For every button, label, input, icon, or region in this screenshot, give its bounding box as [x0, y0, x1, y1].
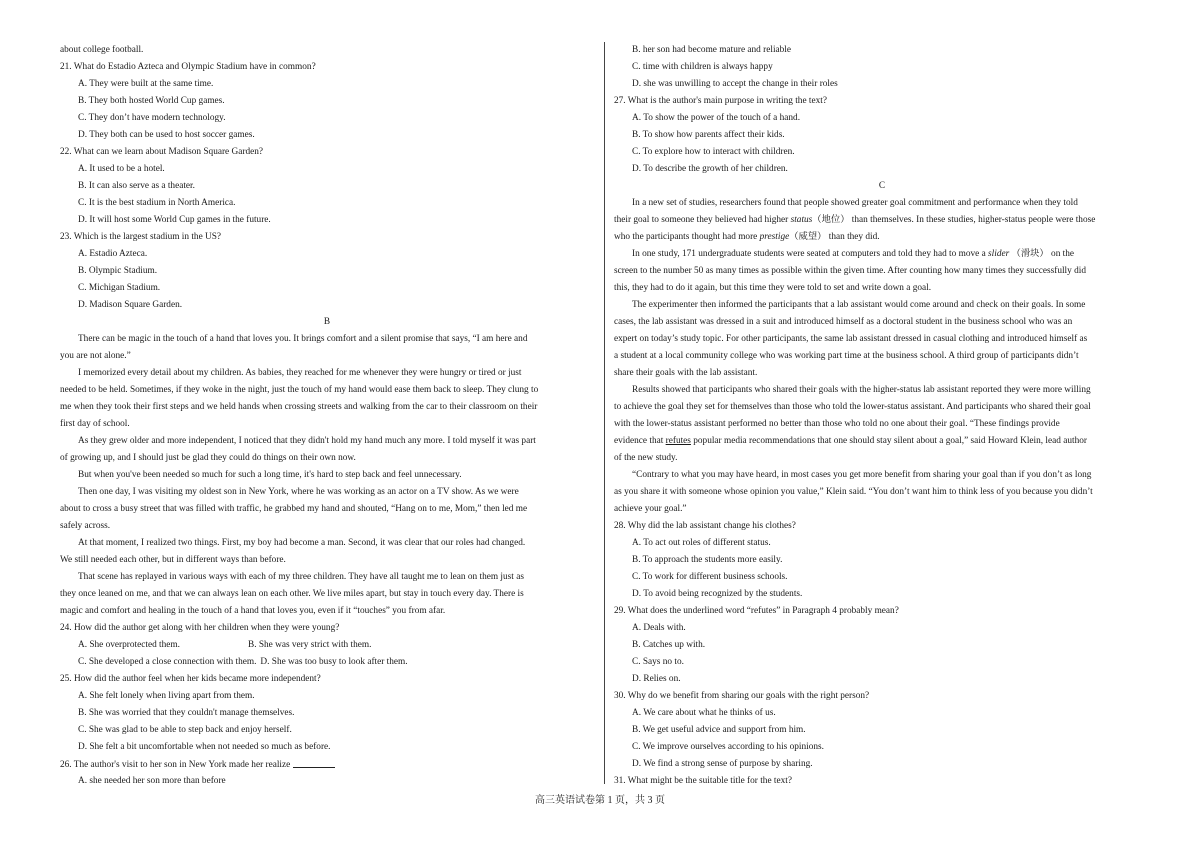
question-22 [60, 144, 594, 229]
option-a: A. She overprotected them. [78, 640, 180, 650]
question-21 [60, 59, 594, 144]
paragraph-line: That scene has replayed in various ways with each of my three children. They have all taught me to lean on them just as [78, 572, 524, 582]
text-run: who the participants thought had more [614, 232, 760, 242]
option-b: B. To show how parents affect their kids. [632, 130, 785, 140]
left-column [60, 42, 594, 790]
paragraph-line [614, 229, 1150, 246]
option-b: B. To approach the students more easily. [632, 555, 783, 565]
option-c: C. She developed a close connection with them. [78, 657, 257, 667]
question-29 [614, 603, 1150, 688]
question-24 [60, 620, 594, 671]
options-row [60, 654, 594, 671]
paragraph-line: to achieve the goal they set for themselves than those who told the lower-status assistant. And participants who shared their goal [614, 402, 1091, 412]
question-stem: 25. How did the author feel when her kids became more independent? [60, 674, 321, 684]
question-23 [60, 229, 594, 314]
option-a: A. To show the power of the touch of a hand. [632, 113, 801, 123]
question-stem: 29. What does the underlined word “refutes” in Paragraph 4 probably mean? [614, 606, 899, 616]
text-run: evidence that [614, 436, 666, 446]
paragraph-line: I memorized every detail about my children. As babies, they reached for me whenever they were hungry or tired or just [78, 368, 522, 378]
text-run: their goal to someone they believed had higher [614, 215, 791, 225]
options-row [60, 637, 594, 654]
paragraph-line: of growing up, and I should just be glad they could do things on their own now. [60, 453, 356, 463]
paragraph-line: There can be magic in the touch of a hand that loves you. It brings comfort and a silent promise that says, “I am here and [78, 334, 528, 344]
option-a: A. Estadio Azteca. [78, 249, 148, 259]
option-d: D. Relies on. [632, 674, 681, 684]
underlined-word: refutes [665, 436, 691, 446]
paragraph-line: expert on today’s study topic. For other participants, the same lab assistant dressed in casual clothing and introduced himself as [614, 334, 1088, 344]
question-stem [60, 756, 594, 773]
column-divider [604, 42, 605, 784]
option-c: C. To explore how to interact with children. [632, 147, 795, 157]
option-a: A. She felt lonely when living apart from them. [78, 691, 255, 701]
passage-paragraph [60, 569, 594, 620]
question-30 [614, 688, 1150, 773]
option-c: C. Michigan Stadium. [78, 283, 161, 293]
passage-paragraph [60, 365, 594, 433]
question-stem-text: 26. The author's visit to her son in New York made her realize [60, 760, 291, 770]
passage-paragraph [614, 297, 1150, 382]
option-d: D. she was unwilling to accept the change in their roles [632, 79, 838, 89]
right-column [614, 42, 1150, 790]
paragraph-line: they once leaned on me, and that we can always lean on each other. We live miles apart, but stay in touch every day. There is [60, 589, 524, 599]
question-27 [614, 93, 1150, 178]
passage-paragraph [60, 484, 594, 535]
option-b: B. She was very strict with them. [248, 640, 372, 650]
option-a: A. It used to be a hotel. [78, 164, 165, 174]
question-stem: 23. Which is the largest stadium in the US? [60, 232, 222, 242]
option-b: B. It can also serve as a theater. [78, 181, 195, 191]
paragraph-line: me when they took their first steps and we held hands when crossing streets and walking from the car to their classroom on their [60, 402, 538, 412]
section-b-heading: B [323, 317, 331, 327]
paragraph-line [614, 212, 1150, 229]
paragraph-line: At that moment, I realized two things. First, my boy had become a man. Second, it was clear that our roles had changed. [78, 538, 526, 548]
paragraph-line: as you share it with someone whose opinion you value,” Klein said. “You don’t want him to think less of you because you didn’t [614, 487, 1093, 497]
paragraph-line: Results showed that participants who shared their goals with the higher-status lab assistant reported they were more willing [632, 385, 1091, 395]
option-c: C. We improve ourselves according to his opinions. [632, 742, 824, 752]
option-c: C. To work for different business schools. [632, 572, 788, 582]
passage-paragraph [60, 535, 594, 569]
paragraph-line: with the lower-status assistant performed no better than those who told no one about their goal. “These findings provide [614, 419, 1060, 429]
option-d: D. It will host some World Cup games in the future. [78, 215, 271, 225]
text-run: （地位） than themselves. In these studies, higher-status people were those [812, 215, 1096, 225]
passage-c [614, 195, 1150, 518]
paragraph-line: a student at a local community college who was working part time at the business school. A third group of participants didn’t [614, 351, 1079, 361]
paragraph-line: screen to the number 50 as many times as possible within the given time. After counting how many times they successfully did [614, 266, 1086, 276]
italic-term: status [790, 215, 813, 225]
option-c: C. Says no to. [632, 657, 684, 667]
option-d: D. We find a strong sense of purpose by sharing. [632, 759, 813, 769]
passage-paragraph [614, 246, 1150, 297]
paragraph-line [614, 246, 1150, 263]
paragraph-line: In a new set of studies, researchers found that people showed greater goal commitment and performance when they told [632, 198, 1078, 208]
question-stem: 24. How did the author get along with her children when they were young? [60, 623, 340, 633]
option-d: D. They both can be used to host soccer games. [78, 130, 255, 140]
paragraph-line: about to cross a busy street that was filled with traffic, he grabbed my hand and shouted, “Hang on to me, Mom,” then led me [60, 504, 528, 514]
passage-paragraph [614, 467, 1150, 518]
question-stem: 31. What might be the suitable title for the text? [614, 776, 792, 786]
paragraph-line: achieve your goal.” [614, 504, 687, 514]
option-a: A. They were built at the same time. [78, 79, 214, 89]
paragraph-line: safely across. [60, 521, 111, 531]
option-d: D. Madison Square Garden. [78, 300, 183, 310]
option-a: A. We care about what he thinks of us. [632, 708, 776, 718]
passage-paragraph [60, 433, 594, 467]
question-stem: 28. Why did the lab assistant change his clothes? [614, 521, 796, 531]
option-b: B. Catches up with. [632, 640, 706, 650]
passage-paragraph [60, 331, 594, 365]
option-d: D. She felt a bit uncomfortable when not needed so much as before. [78, 742, 331, 752]
option-c: C. She was glad to be able to step back and enjoy herself. [78, 725, 292, 735]
paragraph-line [614, 433, 1150, 450]
paragraph-line: “Contrary to what you may have heard, in most cases you get more benefit from sharing your goal than if you don’t as long [632, 470, 1092, 480]
option-a: A. she needed her son more than before [78, 776, 226, 786]
option-c: C. It is the best stadium in North America. [78, 198, 236, 208]
option-d: D. To describe the growth of her children. [632, 164, 788, 174]
paragraph-line: The experimenter then informed the participants that a lab assistant would come around and check on their goals. In some [632, 300, 1086, 310]
paragraph-line: As they grew older and more independent, I noticed that they didn't hold my hand much any more. I told myself it was part [78, 436, 536, 446]
passage-b [60, 331, 594, 620]
option-b: B. She was worried that they couldn't manage themselves. [78, 708, 295, 718]
italic-term: prestige [759, 232, 790, 242]
paragraph-line: you are not alone.” [60, 351, 131, 361]
question-stem: 21. What do Estadio Azteca and Olympic Stadium have in common? [60, 62, 316, 72]
text-run: （威望） than they did. [789, 232, 880, 242]
paragraph-line: Then one day, I was visiting my oldest son in New York, where he was working as an actor on a TV show. As we were [78, 487, 519, 497]
option-c: C. They don’t have modern technology. [78, 113, 226, 123]
option-a: A. To act out roles of different status. [632, 538, 771, 548]
top-line: about college football. [60, 45, 144, 55]
passage-paragraph [60, 467, 594, 484]
paragraph-line: of the new study. [614, 453, 678, 463]
option-c: C. time with children is always happy [632, 62, 773, 72]
option-b: B. We get useful advice and support from him. [632, 725, 806, 735]
paragraph-line: first day of school. [60, 419, 130, 429]
paragraph-line: share their goals with the lab assistant. [614, 368, 758, 378]
text-run: （滑块） on the [1009, 249, 1075, 259]
paragraph-line: We still needed each other, but in different ways than before. [60, 555, 286, 565]
passage-paragraph [614, 195, 1150, 246]
paragraph-line: magic and comfort and healing in the touch of a hand that loves you, even if it “touches” you from afar. [60, 606, 446, 616]
question-25 [60, 671, 594, 756]
italic-term: slider [988, 249, 1010, 259]
text-run: popular media recommendations that one should stay silent about a goal,” said Howard Klein, lead author [690, 436, 1087, 446]
question-31 [614, 773, 1150, 790]
option-b: B. Olympic Stadium. [78, 266, 158, 276]
paragraph-line: cases, the lab assistant was dressed in a suit and introduced himself as a doctoral student in the business school who was an [614, 317, 1073, 327]
paragraph-line: this, they had to do it again, but this time they were told to set and write down a goal. [614, 283, 932, 293]
answer-blank [293, 756, 335, 768]
option-b: B. her son had become mature and reliable [632, 45, 792, 55]
option-b: B. They both hosted World Cup games. [78, 96, 225, 106]
question-stem: 22. What can we learn about Madison Square Garden? [60, 147, 263, 157]
page-footer: 高三英语试卷第 1 页，共 3 页 [535, 795, 665, 806]
text-run: In one study, 171 undergraduate students were seated at computers and told they had to move a [632, 249, 989, 259]
question-26 [60, 756, 594, 790]
option-a: A. Deals with. [632, 623, 686, 633]
paragraph-line: needed to be held. Sometimes, if they woke in the night, just the touch of my hand would ease them back to sleep. They clung to [60, 385, 539, 395]
paragraph-line: But when you've been needed so much for such a long time, it's hard to step back and feel unnecessary. [78, 470, 462, 480]
passage-paragraph [614, 382, 1150, 467]
section-c-heading: C [878, 181, 886, 191]
question-stem: 30. Why do we benefit from sharing our goals with the right person? [614, 691, 870, 701]
option-d: D. She was too busy to look after them. [260, 657, 408, 667]
option-d: D. To avoid being recognized by the students. [632, 589, 803, 599]
question-28 [614, 518, 1150, 603]
question-stem: 27. What is the author's main purpose in writing the text? [614, 96, 827, 106]
